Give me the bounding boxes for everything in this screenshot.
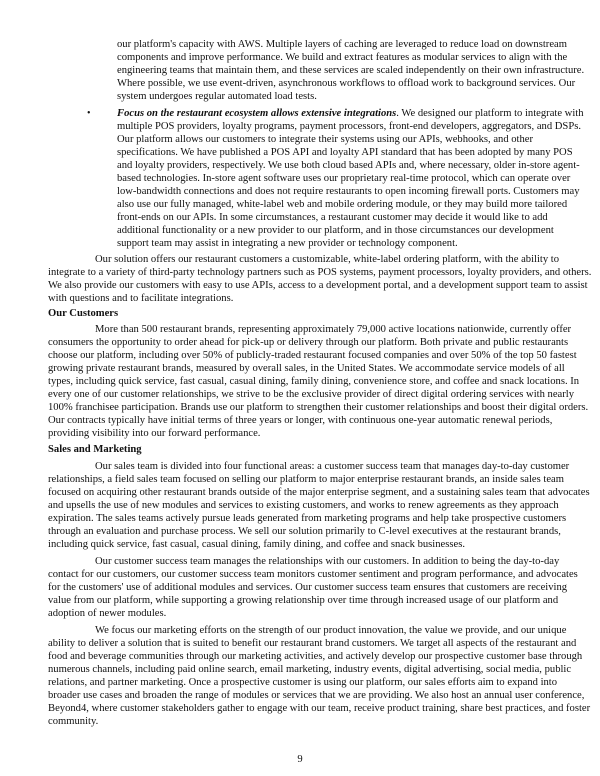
text-line: with questions and to facilitate integrations.	[48, 293, 234, 304]
text-line: multiple POS providers, loyalty programs, payment processors, front-end developers, aggregators, and DSPs.	[117, 121, 581, 132]
text-line: Our contracts typically have initial terms of three years or longer, with continuous one-year automatic renewal periods,	[48, 415, 553, 426]
text-line: specifications. We have published a POS API and loyalty API standard that has been adopted by many POS	[117, 147, 573, 158]
text-line: food and beverage communities through our marketing activities, and actively develop our prospective customer base through	[48, 651, 583, 662]
text-line: adoption of newer modules.	[48, 608, 167, 619]
text-line: including quick service, fast casual, casual dining, family dining, and coffee and snack businesses.	[48, 539, 465, 550]
text-line: and upsells the use of new modules and services to existing customers, and works to renew agreements as they approach	[48, 500, 559, 511]
text-line: Our sales team is divided into four functional areas: a customer success team that manages day-to-day customer	[95, 461, 570, 472]
text-line: engineering teams that maintain them, and these services are scaled independently on their own infrastructure.	[117, 65, 585, 76]
text-line: Our platform allows our customers to integrate their systems using our APIs, webhooks, and other	[117, 134, 534, 145]
text-line: providing visibility into our forward performance.	[48, 428, 261, 439]
text-line: system undergoes regular automated load tests.	[117, 91, 317, 102]
text-line: for the customers' use of additional modules and services. Our customer success team ensures that customers are receiving	[48, 582, 568, 593]
page-number: 9	[297, 754, 303, 765]
text-line: focused on acquiring other restaurant brands outside of the major enterprise segment, and a sustaining sales team that advocates	[48, 487, 590, 498]
text-line: We focus our marketing efforts on the strength of our product innovation, the value we provide, and our unique	[95, 625, 567, 636]
text-line: types, including quick service, fast casual, casual dining, family dining, convenience store, and coffee and snack locations. In	[48, 376, 580, 387]
text-line: More than 500 restaurant brands, representing approximately 79,000 active locations nationwide, currently offer	[95, 324, 572, 335]
text-line: support team may assist in integrating a new provider or technology component.	[117, 238, 458, 249]
text-line: relationships, a field sales team focused on selling our platform to major enterprise restaurant brands, an inside sales team	[48, 474, 564, 485]
text-line: Our customer success team manages the relationships with our customers. In addition to being the day-to-day	[95, 556, 560, 567]
text-line: low-bandwidth connections and does not require restaurants to open incoming firewall ports. Customers may	[117, 186, 580, 197]
text-line: growing private restaurant brands, measured by overall sales, in the United States. We accommodate service models of all	[48, 363, 565, 374]
text-line: We also provide our customers with easy to use APIs, access to a development portal, and a development support team to assist	[48, 280, 588, 291]
text-line: our platform's capacity with AWS. Multiple layers of caching are leveraged to reduce load on downstream	[117, 39, 567, 50]
section-heading-sales-marketing: Sales and Marketing	[48, 444, 142, 455]
text-line: Our solution offers our restaurant customers a customizable, white-label ordering platform, with the ability to	[95, 254, 560, 265]
text-line	[117, 107, 584, 120]
text-line: integrate to a variety of third-party technology partners such as POS systems, payment processors, loyalty providers, and others.	[48, 267, 592, 278]
text-line: based technologies. In-store agent software uses our proprietary real-time protocol, which can operate over	[117, 173, 571, 184]
text-line: and loyalty providers, respectively. We use both cloud based APIs and, where necessary, older in-store agent-	[117, 160, 580, 171]
text-line: components and improve performance. We build and extract features as modular services to align with the	[117, 52, 568, 63]
text-line: value from our platform, while supporting a growing relationship over time through increased usage of our platform and	[48, 595, 559, 606]
text-line: community.	[48, 716, 99, 727]
text-line: contact for our customers, our customer success team monitors customer sentiment and program performance, and advocates	[48, 569, 578, 580]
text-line: through an evaluation and purchase process. We sell our solution primarily to C-level executives at the restaurant brands,	[48, 526, 561, 537]
text-line: Beyond4, where customer stakeholders gather to engage with our team, receive product training, share best practices, and foster	[48, 703, 591, 714]
text-line: numerous channels, including paid online search, email marketing, industry events, digital advertising, social media, public	[48, 664, 572, 675]
bullet-title: Focus on the restaurant ecosystem allows extensive integrations	[117, 108, 397, 119]
text-line: Where possible, we use event-driven, asynchronous workflows to offload work to background services. Our	[117, 78, 576, 89]
text-line: relations, and partner marketing. Once a prospective customer is using our platform, our sales efforts aim to expand into	[48, 677, 558, 688]
text-line: front-ends on our APIs. In some circumstances, a restaurant customer may decide it would like to add	[117, 212, 548, 223]
bullet-marker: •	[87, 108, 91, 119]
section-heading-our-customers: Our Customers	[48, 308, 119, 319]
text-line: consumers the opportunity to order ahead for pick-up or delivery through our platform. Both private and public restaurants	[48, 337, 569, 348]
text-line: 100% franchisee participation. Brands use our platform to strengthen their customer relationships and boost their digital orders.	[48, 402, 589, 413]
text-line: choose our platform, including over 50% of publicly-traded restaurant focused companies and over 50% of the top 50 fastest	[48, 350, 577, 361]
text-line: also use our fully managed, white-label web and mobile ordering module, or they may build more tailored	[117, 199, 568, 210]
text-line: every one of our customer relationships, we strive to be the exclusive provider of direct digital ordering services with nearly	[48, 389, 574, 400]
bullet-text: . We designed our platform to integrate with	[396, 108, 584, 119]
text-line: expiration. The sales teams actively pursue leads generated from marketing programs and help take prospective customers	[48, 513, 567, 524]
text-line: broader use cases and broaden the range of modules or services that we are providing. We also host an annual user conference,	[48, 690, 585, 701]
text-line: additional functionality or a new provider to our platform, and in those circumstances our development	[117, 225, 554, 236]
text-line: ability to deliver a solution that is suited to benefit our restaurant brand customers. We target all aspects of the restaurant and	[48, 638, 577, 649]
